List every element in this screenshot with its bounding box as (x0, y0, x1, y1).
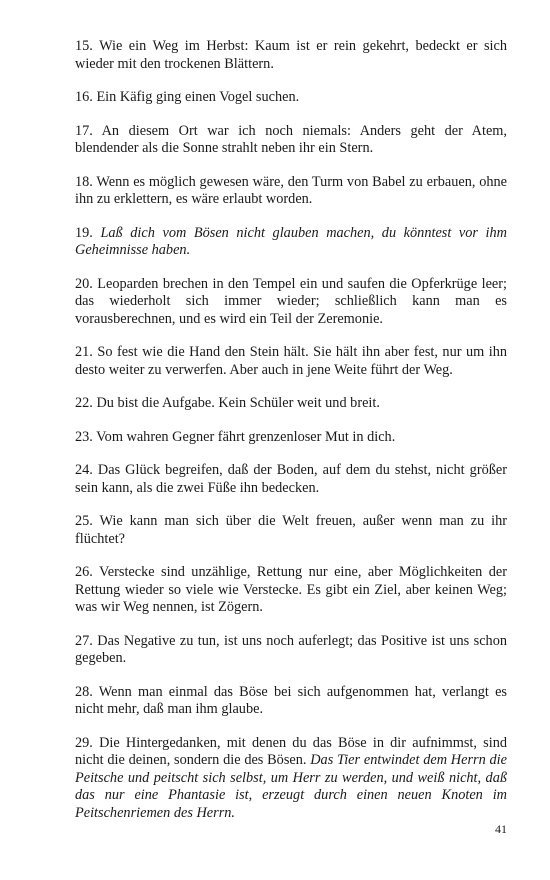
aphorism-text: 16. Ein Käfig ging einen Vogel suchen. (75, 89, 300, 105)
aphorism-text: 19. (75, 224, 101, 241)
aphorism-24 (75, 462, 507, 497)
aphorism-text: 18. Wenn es möglich gewesen wäre, den Turm von Babel zu erbauen, ohne ihn zu erklettern, es wäre erlaubt worden. (75, 173, 507, 207)
aphorism-26 (75, 564, 507, 617)
aphorism-29 (75, 735, 507, 823)
aphorism-16 (75, 89, 507, 107)
page-body (75, 38, 507, 838)
aphorism-text: 28. Wenn man einmal das Böse bei sich aufgenommen hat, verlangt es nicht mehr, daß man ihm glaube. (75, 683, 507, 717)
aphorism-text: 17. An diesem Ort war ich noch niemals: Anders geht der Atem, blendender als die Sonne strahlt neben ihr ein Stern. (75, 122, 507, 156)
aphorism-17 (75, 123, 507, 158)
aphorism-18 (75, 174, 507, 209)
aphorism-28 (75, 684, 507, 719)
aphorism-text: 27. Das Negative zu tun, ist uns noch auferlegt; das Positive ist uns schon gegeben. (75, 632, 507, 666)
aphorism-text: 21. So fest wie die Hand den Stein hält. Sie hält ihn aber fest, nur um ihn desto weiter zu verwerfen. Aber auch in jene Weite führt der Weg. (75, 344, 507, 378)
aphorism-text: 29. Die Hintergedanken, mit denen du das Böse in dir aufnimmst, sind nicht die deinen, sondern die des Bösen. (75, 734, 507, 768)
aphorism-text: 22. Du bist die Aufgabe. Kein Schüler weit und breit. (75, 395, 380, 411)
aphorism-25 (75, 513, 507, 548)
aphorism-23 (75, 429, 507, 447)
aphorism-19 (75, 225, 507, 260)
aphorism-text: 26. Verstecke sind unzählige, Rettung nur eine, aber Möglichkeiten der Rettung wieder so viele wie Verstecke. Es gibt ein Ziel, aber keinen Weg; was wir Weg nennen, ist Zögern. (75, 564, 507, 615)
aphorism-21 (75, 344, 507, 379)
aphorism-15 (75, 38, 507, 73)
aphorism-italic-text: Das Tier entwindet dem Herrn die Peitsche und peitscht sich selbst, um Herr zu werden, und weiß nicht, daß das nur eine Phantasie ist, erzeugt durch einen neuen Knoten im Peitschenriemen des Herrn. (75, 752, 507, 821)
page-number: 41 (495, 822, 507, 836)
aphorism-text: 15. Wie ein Weg im Herbst: Kaum ist er rein gekehrt, bedeckt er sich wieder mit den trockenen Blättern. (75, 38, 507, 72)
aphorism-20 (75, 276, 507, 329)
aphorism-22 (75, 395, 507, 413)
aphorism-27 (75, 633, 507, 668)
aphorism-text: 25. Wie kann man sich über die Welt freuen, außer wenn man zu ihr flüchtet? (75, 513, 507, 547)
aphorism-text: 24. Das Glück begreifen, daß der Boden, auf dem du stehst, nicht größer sein kann, als die zwei Füße ihn bedecken. (75, 462, 507, 496)
aphorism-italic-text: Laß dich vom Bösen nicht glauben machen, du könntest vor ihm Geheimnisse haben. (75, 224, 507, 258)
aphorism-text: 23. Vom wahren Gegner fährt grenzenloser Mut in dich. (75, 428, 396, 445)
aphorism-text: 20. Leoparden brechen in den Tempel ein und saufen die Opferkrüge leer; das wiederholt sich immer wieder; schließlich kann man es vorausberechnen, und es wird ein Teil der Zeremonie. (75, 275, 507, 327)
